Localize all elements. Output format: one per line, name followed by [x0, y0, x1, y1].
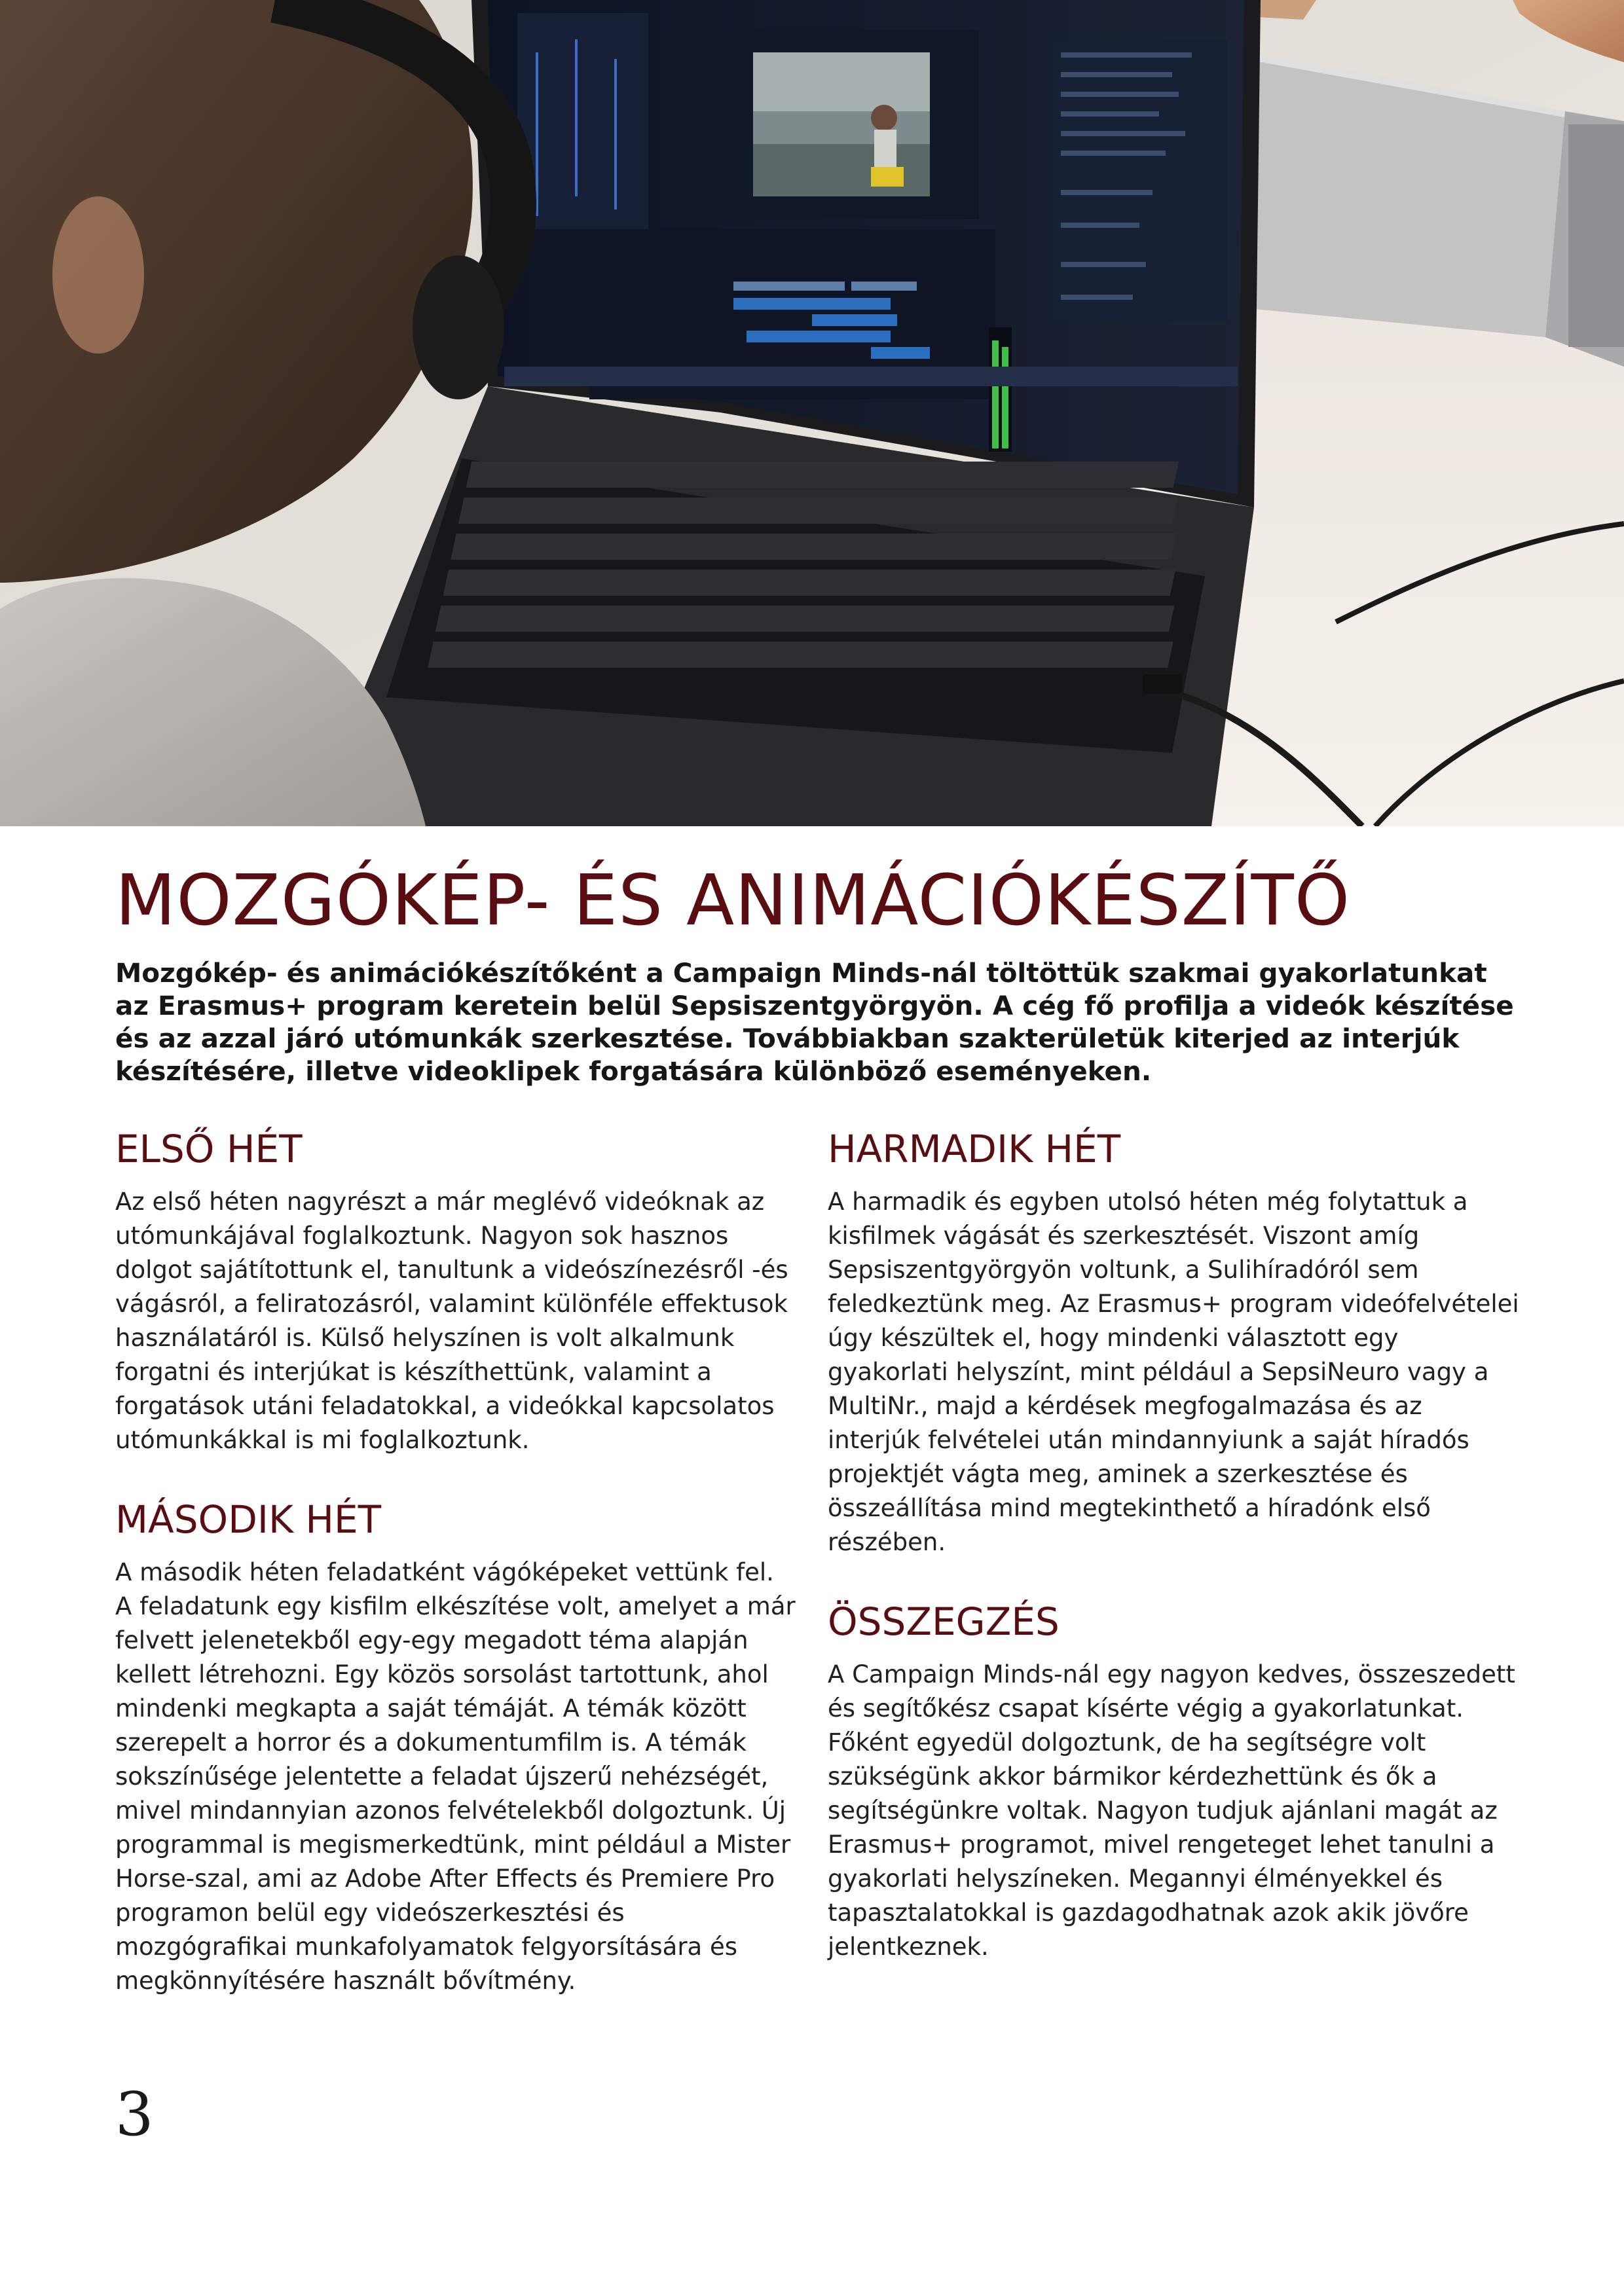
- section-spacer: [115, 1457, 796, 1497]
- second-week-heading: MÁSODIK HÉT: [115, 1497, 382, 1542]
- first-week-body: Az első héten nagyrészt a már meglévő videóknak az utómunkájával foglalkoztunk. Nagyon sok hasznos dolgot sajátítottunk el, tanultunk a videószínezésről -és vágásról, a feliratozásról, valamint különféle effektusok használatáról is. Külső helyszínen is volt alkalmunk forgatni és interjúkat is készíthettünk, valamint a forgatások utáni feladatokkal, a videókkal kapcsolatos utómunkákkal is mi foglalkoztunk.: [115, 1188, 788, 1454]
- third-week-heading: HARMADIK HÉT: [828, 1127, 1121, 1171]
- hero-photo: [0, 0, 1624, 826]
- summary-heading: ÖSSZEGZÉS: [828, 1599, 1060, 1644]
- left-column: [115, 1126, 796, 1998]
- section-spacer: [828, 1559, 1522, 1599]
- page-number: 3: [115, 2079, 154, 2149]
- right-column: [828, 1126, 1522, 1964]
- second-week-body: A második héten feladatként vágóképeket vettünk fel. A feladatunk egy kisfilm elkészítése volt, amelyet a már felvett jelenetekből egy-egy megadott téma alapján kellett létrehozni. Egy közös sorsolást tartottunk, ahol mindenki megkapta a saját témáját. A témák között szerepelt a horror és a dokumentumfilm is. A témák sokszínűsége jelentette a feladat újszerű nehézségét, mivel mindannyian azonos felvételekből dolgoztunk. Új programmal is megismerkedtünk, mint például a Mister Horse-szal, ami az Adobe After Effects és Premiere Pro programon belül egy videószerkesztési és mozgógrafikai munkafolyamatok felgyorsítására és megkönnyítésére használt bővítmény.: [115, 1558, 796, 1995]
- first-week-heading: ELSŐ HÉT: [115, 1127, 303, 1171]
- page-title: MOZGÓKÉP- ÉS ANIMÁCIÓKÉSZÍTŐ: [115, 860, 1351, 941]
- intro-paragraph: Mozgókép- és animációkészítőként a Campaign Minds-nál töltöttük szakmai gyakorlatunkat az Erasmus+ program keretein belül Sepsiszentgyörgyön. A cég fő profilja a videók készítése és az azzal járó utómunkák szerkesztése. Továbbiakban szakterületük kiterjed az interjúk készítésére, illetve videoklipek forgatására különböző eseményeken.: [115, 957, 1514, 1087]
- summary-body: A Campaign Minds-nál egy nagyon kedves, összeszedett és segítőkész csapat kísérte végig a gyakorlatunkat. Főként egyedül dolgoztunk, de ha segítségre volt szükségünk akkor bármikor kérdezhettünk és ők a segítségünkre voltak. Nagyon tudjuk ajánlani magát az Erasmus+ programot, mivel rengeteget lehet tanulni a gyakorlati helyszíneken. Megannyi élményekkel és tapasztalatokkal is gazdagodhatnak azok akik jövőre jelentkeznek.: [828, 1660, 1515, 1961]
- third-week-body: A harmadik és egyben utolsó héten még folytattuk a kisfilmek vágását és szerkesztését. Viszont amíg Sepsiszentgyörgyön voltunk, a Sulihíradóról sem feledkeztünk meg. Az Erasmus+ program videófelvételei úgy készültek el, hogy mindenki választott egy gyakorlati helyszínt, mint például a SepsiNeuro vagy a MultiNr., majd a kérdések megfogalmazása és az interjúk felvételei után mindannyiunk a saját híradós projektjét vágta meg, aminek a szerkesztése és összeállítása mind megtekinthető a híradónk első részében.: [828, 1188, 1519, 1556]
